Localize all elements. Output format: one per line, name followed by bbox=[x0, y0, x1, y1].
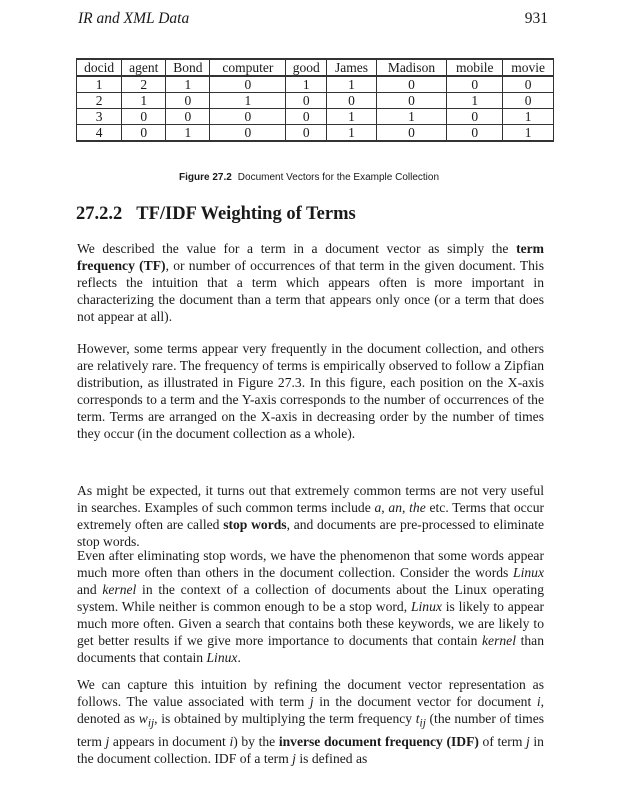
table-row bbox=[77, 125, 554, 142]
paragraph-2: However, some terms appear very frequently in the document collection, and others are relatively rare. The frequency of terms is empirically observed to follow a Zipfian distribution, as illustrated in Figure 27.3. In this figure, each position on the X-axis corresponds to a term and the Y-axis corresponds to the number of occurrences of the term. Terms are arranged on the X-axis in decreasing order by the number of times they occur (in the document collection as a whole). bbox=[77, 341, 544, 441]
table-cell: 0 bbox=[503, 76, 554, 93]
paragraph-5: We can capture this intuition by refining the document vector representation as follows. The value associated with term j in the document vector for document i, denoted as $w_{ij}$, is obtained by multiplying the term frequency $t_{ij}$ (the number of times term j appears in document i) by the inverse document frequency (IDF) of term j in the document collection. IDF of a term j is defined as bbox=[77, 677, 545, 766]
table-cell: 0 bbox=[503, 93, 554, 109]
table-cell: 1 bbox=[503, 125, 554, 142]
table-row bbox=[77, 76, 554, 93]
table-row bbox=[77, 109, 554, 125]
table-cell: 2 bbox=[77, 93, 122, 109]
table-cell: 1 bbox=[166, 125, 210, 142]
table-cell: 0 bbox=[286, 109, 327, 125]
col-header: good bbox=[286, 59, 327, 76]
page-number: 931 bbox=[524, 10, 548, 27]
section-title: TF/IDF Weighting of Terms bbox=[136, 204, 356, 224]
table-cell: 2 bbox=[122, 76, 166, 93]
table-cell: 0 bbox=[166, 109, 210, 125]
figure-label: Figure 27.2 bbox=[178, 172, 232, 183]
table-cell: 0 bbox=[447, 125, 503, 142]
table-cell: 0 bbox=[166, 93, 210, 109]
col-header: mobile bbox=[447, 59, 503, 76]
table-cell: 0 bbox=[122, 125, 166, 142]
table-cell: 0 bbox=[376, 93, 446, 109]
table-cell: 0 bbox=[210, 125, 286, 142]
table-cell: 4 bbox=[77, 125, 122, 142]
table-cell: 0 bbox=[122, 109, 166, 125]
section-number: 27.2.2 bbox=[76, 204, 123, 224]
term-idf: inverse document frequency (IDF) bbox=[278, 733, 479, 749]
table-cell: 0 bbox=[210, 109, 286, 125]
col-header: docid bbox=[77, 59, 122, 76]
col-header: Madison bbox=[376, 59, 446, 76]
document-vectors-table bbox=[76, 58, 554, 142]
table-cell: 1 bbox=[210, 93, 286, 109]
table-cell: 1 bbox=[166, 76, 210, 93]
table-cell: 1 bbox=[327, 109, 377, 125]
table-cell: 1 bbox=[376, 109, 446, 125]
table-cell: 1 bbox=[503, 109, 554, 125]
col-header: agent bbox=[122, 59, 166, 76]
paragraph-3: As might be expected, it turns out that extremely common terms are not very useful in searches. Examples of such common terms include a, an, the etc. Terms that occur extremely often are called stop words, and documents are pre-processed to eliminate stop words. bbox=[77, 483, 545, 549]
table-cell: 0 bbox=[286, 125, 327, 142]
table-cell: 1 bbox=[447, 93, 503, 109]
table-cell: 0 bbox=[376, 125, 446, 142]
section-heading bbox=[76, 204, 356, 225]
table-cell: 1 bbox=[327, 76, 377, 93]
table-cell: 3 bbox=[77, 109, 122, 125]
running-title: IR and XML Data bbox=[78, 10, 190, 27]
paragraph-1: We described the value for a term in a document vector as simply the term frequency (TF), or number of occurrences of that term in the given document. This reflects the intuition that a term which appears often is more important in characterizing the document than a term that appears only once (or a term that does not appear at all). bbox=[77, 241, 544, 324]
table-cell: 1 bbox=[122, 93, 166, 109]
term-tf: term frequency (TF) bbox=[77, 241, 544, 273]
table-cell: 0 bbox=[447, 76, 503, 93]
running-header bbox=[78, 10, 548, 32]
table-cell: 1 bbox=[77, 76, 122, 93]
col-header: movie bbox=[503, 59, 554, 76]
table-cell: 0 bbox=[286, 93, 327, 109]
paragraph-4: Even after eliminating stop words, we have the phenomenon that some words appear much more often than others in the document collection. Consider the words Linux and kernel in the context of a collection of documents about the Linux operating system. While neither is common enough to be a stop word, Linux is likely to appear much more often. Given a search that contains both these keywords, we are likely to get better results if we give more importance to documents that contain kernel than documents that contain Linux. bbox=[77, 548, 545, 665]
col-header: James bbox=[327, 59, 377, 76]
col-header: computer bbox=[210, 59, 286, 76]
table-row bbox=[77, 93, 554, 109]
table-cell: 0 bbox=[376, 76, 446, 93]
figure-caption bbox=[0, 172, 618, 183]
table-cell: 0 bbox=[327, 93, 377, 109]
term-stop-words: stop words bbox=[223, 517, 287, 532]
table-cell: 1 bbox=[286, 76, 327, 93]
table-header-row bbox=[77, 59, 554, 76]
table-cell: 0 bbox=[447, 109, 503, 125]
table-cell: 1 bbox=[327, 125, 377, 142]
table-cell: 0 bbox=[210, 76, 286, 93]
figure-caption-text: Document Vectors for the Example Collection bbox=[237, 172, 440, 183]
col-header: Bond bbox=[166, 59, 210, 76]
